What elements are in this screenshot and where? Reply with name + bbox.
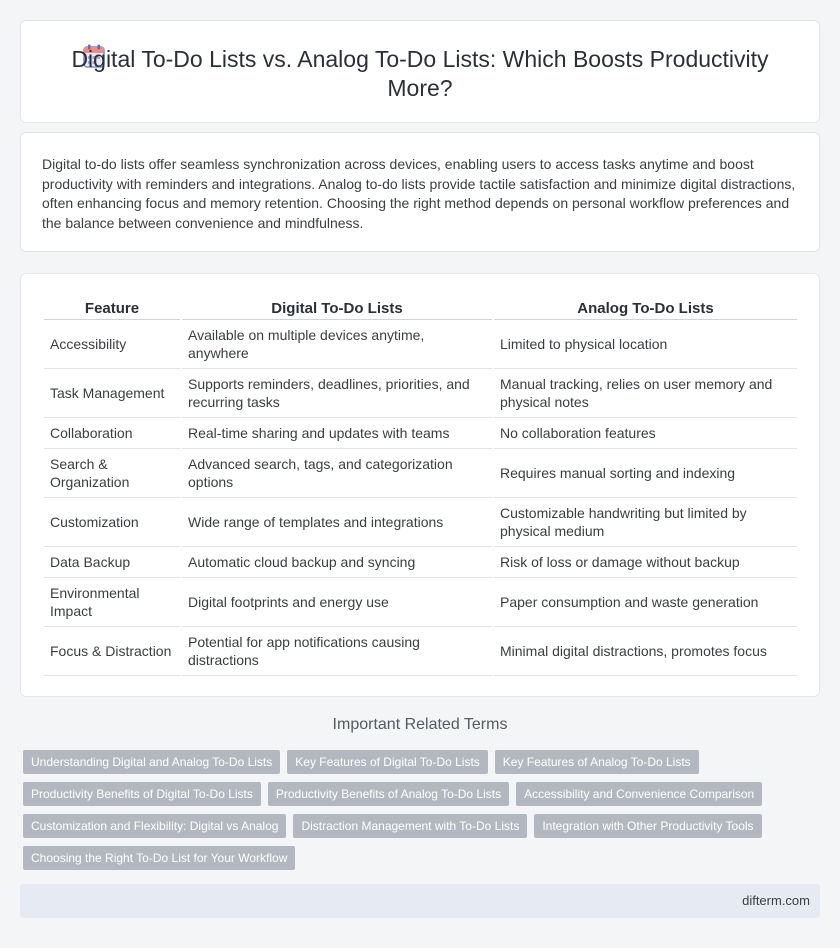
table-cell: Real-time sharing and updates with teams xyxy=(182,418,492,449)
table-row xyxy=(44,498,797,547)
table-cell: Advanced search, tags, and categorization options xyxy=(182,449,492,498)
table-row xyxy=(44,369,797,418)
related-term-link[interactable]: Integration with Other Productivity Tools xyxy=(534,814,761,838)
column-header: Analog To-Do Lists xyxy=(494,296,797,320)
related-term-link[interactable]: Choosing the Right To-Do List for Your Workflow xyxy=(23,846,295,870)
intro-card xyxy=(20,132,820,252)
table-row xyxy=(44,320,797,369)
table-cell: Potential for app notifications causing distractions xyxy=(182,627,492,676)
column-header: Digital To-Do Lists xyxy=(182,296,492,320)
table-cell: Search & Organization xyxy=(44,449,180,498)
table-cell: Task Management xyxy=(44,369,180,418)
table-cell: No collaboration features xyxy=(494,418,797,449)
related-terms-list xyxy=(23,750,803,870)
table-row xyxy=(44,449,797,498)
table-cell: Focus & Distraction xyxy=(44,627,180,676)
table-cell: Paper consumption and waste generation xyxy=(494,578,797,627)
table-cell: Supports reminders, deadlines, priorities, and recurring tasks xyxy=(182,369,492,418)
related-term-link[interactable]: Key Features of Analog To-Do Lists xyxy=(495,750,699,774)
table-row xyxy=(44,627,797,676)
table-cell: Environmental Impact xyxy=(44,578,180,627)
intro-paragraph: Digital to-do lists offer seamless synchronization across devices, enabling users to access tasks anytime and boost productivity with reminders and integrations. Analog to-do lists provide tactile satisfaction and minimize digital distractions, often enhancing focus and memory retention. Choosing the right method depends on personal workflow preferences and the balance between convenience and mindfulness. xyxy=(42,156,796,231)
header-card xyxy=(20,20,820,123)
related-terms-title: Important Related Terms xyxy=(332,716,508,733)
footer-site-link[interactable]: difterm.com xyxy=(742,893,810,908)
related-term-link[interactable]: Productivity Benefits of Analog To-Do Lists xyxy=(268,782,509,806)
related-term-link[interactable]: Key Features of Digital To-Do Lists xyxy=(287,750,488,774)
related-term-link[interactable]: Accessibility and Convenience Comparison xyxy=(516,782,762,806)
table-cell: Automatic cloud backup and syncing xyxy=(182,547,492,578)
column-header: Feature xyxy=(44,296,180,320)
table-cell: Minimal digital distractions, promotes focus xyxy=(494,627,797,676)
table-header-row xyxy=(44,296,797,320)
table-cell: Wide range of templates and integrations xyxy=(182,498,492,547)
table-cell: Collaboration xyxy=(44,418,180,449)
table-cell: Customizable handwriting but limited by physical medium xyxy=(494,498,797,547)
related-term-link[interactable]: Customization and Flexibility: Digital vs Analog xyxy=(23,814,286,838)
table-row xyxy=(44,578,797,627)
footer-bar xyxy=(20,884,820,918)
table-cell: Risk of loss or damage without backup xyxy=(494,547,797,578)
table-cell: Available on multiple devices anytime, anywhere xyxy=(182,320,492,369)
table-cell: Limited to physical location xyxy=(494,320,797,369)
title-wrap xyxy=(61,45,779,103)
table-cell: Manual tracking, relies on user memory and physical notes xyxy=(494,369,797,418)
comparison-table xyxy=(42,296,799,676)
table-cell: Data Backup xyxy=(44,547,180,578)
page-title: Digital To-Do Lists vs. Analog To-Do Lists: Which Boosts Productivity More? xyxy=(71,46,769,101)
table-cell: Requires manual sorting and indexing xyxy=(494,449,797,498)
related-term-link[interactable]: Distraction Management with To-Do Lists xyxy=(293,814,527,838)
table-row xyxy=(44,547,797,578)
related-term-link[interactable]: Productivity Benefits of Digital To-Do Lists xyxy=(23,782,261,806)
table-cell: Customization xyxy=(44,498,180,547)
related-term-link[interactable]: Understanding Digital and Analog To-Do Lists xyxy=(23,750,280,774)
comparison-table-card xyxy=(20,273,820,697)
table-cell: Digital footprints and energy use xyxy=(182,578,492,627)
table-row xyxy=(44,418,797,449)
table-cell: Accessibility xyxy=(44,320,180,369)
